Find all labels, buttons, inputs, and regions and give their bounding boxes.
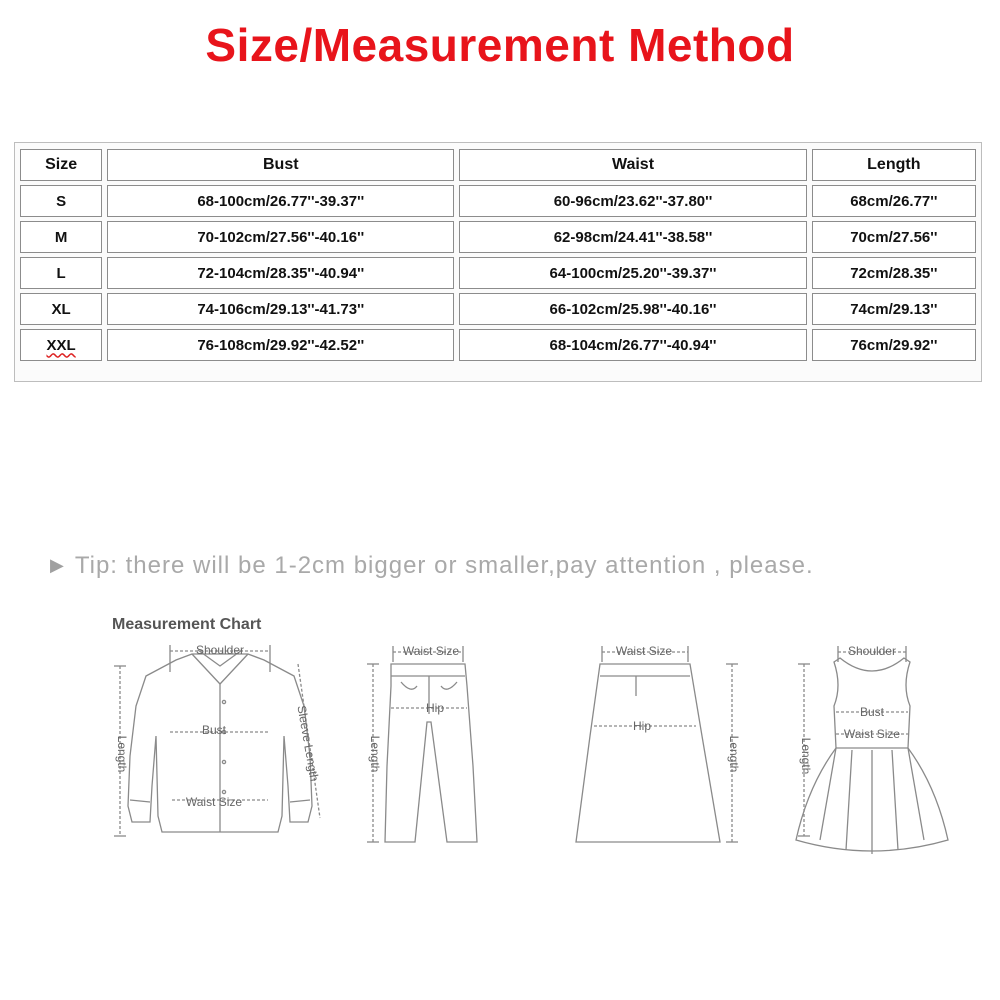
header-length: Length xyxy=(812,149,976,181)
header-bust: Bust xyxy=(107,149,454,181)
pants-diagram xyxy=(355,636,495,856)
measurement-chart-title: Measurement Chart xyxy=(112,616,262,633)
shirt-diagram xyxy=(110,636,330,856)
table-row xyxy=(20,329,976,361)
table-row xyxy=(20,257,976,289)
cell-bust: 70-102cm/27.56''-40.16'' xyxy=(107,221,454,253)
cell-bust: 72-104cm/28.35''-40.94'' xyxy=(107,257,454,289)
cell-bust: 74-106cm/29.13''-41.73'' xyxy=(107,293,454,325)
cell-waist: 60-96cm/23.62''-37.80'' xyxy=(459,185,806,217)
shirt-bust-label: Bust xyxy=(201,723,227,737)
cell-size: M xyxy=(20,221,102,253)
shirt-shoulder-label: Shoulder xyxy=(195,643,245,657)
play-arrow-icon: ▶ xyxy=(50,555,65,575)
cell-length: 72cm/28.35'' xyxy=(812,257,976,289)
shirt-length-label: Length xyxy=(115,735,129,773)
shirt-waist-label: Waist Size xyxy=(185,795,243,809)
dress-shoulder-label: Shoulder xyxy=(847,644,897,658)
tip-text-line xyxy=(50,552,814,580)
pants-waist-label: Waist Size xyxy=(402,644,460,658)
dress-bust-label: Bust xyxy=(859,705,885,719)
cell-length: 70cm/27.56'' xyxy=(812,221,976,253)
header-size: Size xyxy=(20,149,102,181)
skirt-diagram xyxy=(570,636,750,856)
shirt-sleeve-label: Sleeve Length xyxy=(294,704,322,783)
table-header-row xyxy=(20,149,976,181)
cell-bust: 68-100cm/26.77''-39.37'' xyxy=(107,185,454,217)
skirt-length-label: Length xyxy=(727,735,741,773)
cell-size xyxy=(20,329,102,361)
size-table xyxy=(14,142,982,382)
dress-diagram xyxy=(790,636,960,866)
cell-waist: 64-100cm/25.20''-39.37'' xyxy=(459,257,806,289)
page-title: Size/Measurement Method xyxy=(205,19,795,71)
cell-size-text: XXL xyxy=(46,336,76,354)
skirt-hip-label: Hip xyxy=(632,719,652,733)
table-row xyxy=(20,221,976,253)
cell-size: S xyxy=(20,185,102,217)
cell-length: 68cm/26.77'' xyxy=(812,185,976,217)
cell-size: XL xyxy=(20,293,102,325)
table-row xyxy=(20,185,976,217)
pants-hip-label: Hip xyxy=(425,701,445,715)
cell-length: 76cm/29.92'' xyxy=(812,329,976,361)
cell-waist: 66-102cm/25.98''-40.16'' xyxy=(459,293,806,325)
tip-text: Tip: there will be 1-2cm bigger or smaller,pay attention , please. xyxy=(74,552,814,579)
cell-waist: 68-104cm/26.77''-40.94'' xyxy=(459,329,806,361)
cell-length: 74cm/29.13'' xyxy=(812,293,976,325)
cell-waist: 62-98cm/24.41''-38.58'' xyxy=(459,221,806,253)
pants-length-label: Length xyxy=(368,735,382,773)
table-row xyxy=(20,293,976,325)
cell-bust: 76-108cm/29.92''-42.52'' xyxy=(107,329,454,361)
skirt-waist-label: Waist Size xyxy=(615,644,673,658)
header-waist: Waist xyxy=(459,149,806,181)
dress-length-label: Length xyxy=(799,737,813,775)
cell-size: L xyxy=(20,257,102,289)
dress-waist-label: Waist Size xyxy=(843,727,901,741)
